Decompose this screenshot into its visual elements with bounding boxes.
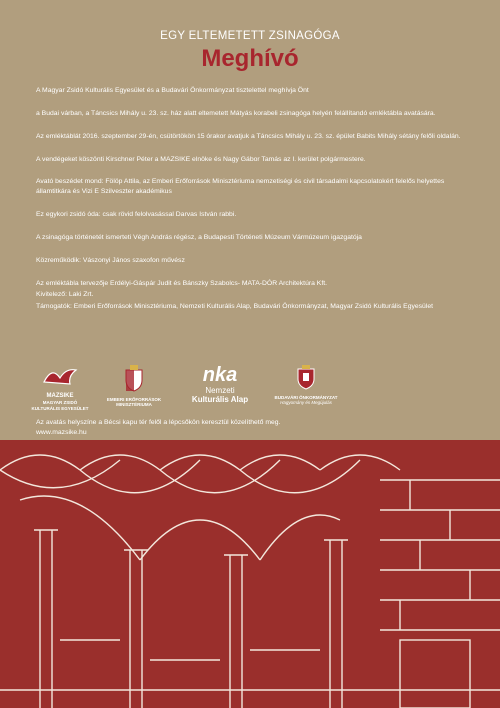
paragraph-music: Közreműködik: Vászonyi János szaxofon művész — [36, 256, 185, 264]
budavar-name: BUDAVÁRI ÖNKORMÁNYZAT — [274, 395, 338, 400]
paragraph-greeting: A vendégeket köszönti Kirschner Péter a MAZSIKE elnöke és Nagy Gábor Tamás az I. kerület polgármestere. — [36, 155, 366, 163]
nka-line2: Kulturális Alap — [191, 395, 249, 404]
nka-logo — [180, 364, 260, 414]
mazsike-sub: MAGYAR ZSIDÓ KULTURÁLIS EGYESÜLET — [31, 400, 89, 411]
vaulted-hall-illustration — [0, 440, 500, 708]
paragraph-history: A zsinagóga történetét ismerteti Végh András régész, a Budapesti Történeti Múzeum Vármúzeum igazgatója — [36, 233, 362, 241]
footer — [36, 418, 468, 438]
paragraph-intro: A Magyar Zsidó Kulturális Egyesület és a Budavári Önkormányzat tisztelettel meghívja Önt — [36, 87, 309, 94]
invitation-title: Meghívó — [201, 45, 299, 72]
nka-line1: Nemzeti — [205, 386, 235, 395]
credit-sponsors: Támogatók: Emberi Erőforrások Minisztériuma, Nemzeti Kulturális Alap, Budavári Önkormányzat, Magyar Zsidó Kulturális Egyesület — [36, 303, 434, 311]
budavar-crest-icon — [295, 364, 317, 390]
mazsike-name: MAZSIKE — [46, 393, 74, 399]
paragraph-date: Az emléktáblát 2016. szeptember 29-én, csütörtökön 15 órakor avatjuk a Táncsics Mihály u. 23. sz. épület Babits Mihály sétány felőli oldalán. — [36, 132, 461, 140]
emmi-name: EMBERI ERŐFORRÁSOK MINISZTÉRIUMA — [106, 397, 162, 408]
hungarian-coat-of-arms-icon — [122, 364, 146, 392]
header — [0, 30, 500, 73]
footer-note: Az avatás helyszíne a Bécsi kapu tér felől a lépcsőkön keresztül közelíthető meg. — [36, 419, 281, 426]
paragraph-location: a Budai várban, a Táncsics Mihály u. 23. sz. ház alatt eltemetett Mátyás korabeli zsinagóga helyén felállítandó emléktábla avatására. — [36, 109, 436, 117]
budavar-logo — [270, 364, 342, 414]
footer-url[interactable]: www.mazsike.hu — [36, 428, 87, 436]
invitation-body — [36, 86, 468, 314]
kicker-title: EGY ELTEMETETT ZSINAGÓGA — [160, 30, 340, 42]
credit-designer: Az emléktábla tervezője Erdélyi-Gáspár Judit és Bánszky Szabolcs- MATA-DÓR Architektúra Kft. — [36, 279, 327, 287]
sponsor-logos — [30, 364, 440, 414]
mazsike-logo — [30, 364, 90, 414]
budavar-sub: Hagyomány és Megújulás — [280, 400, 332, 406]
nka-mark: nka — [202, 364, 238, 386]
mazsike-emblem-icon — [40, 364, 80, 388]
paragraph-speech: Avató beszédet mond: Fölöp Attila, az Emberi Erőforrások Minisztériuma nemzetiségi és civil társadalmi kapcsolatokért felelős helyettes államtitkára és Vizi E Szilveszter akadémikus — [36, 178, 445, 196]
paragraph-rabbi: Ez egykori zsidó óda: csak rövid felolvasással Darvas István rabbi. — [36, 211, 237, 219]
emmi-logo — [100, 364, 168, 414]
credit-contractor: Kivitelező: Laki Zrt. — [36, 291, 94, 299]
